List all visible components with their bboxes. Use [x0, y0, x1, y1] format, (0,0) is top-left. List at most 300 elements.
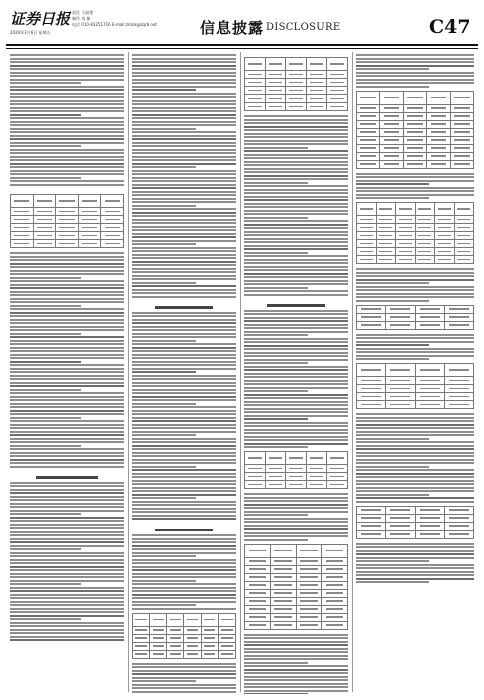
table-cell — [450, 144, 473, 152]
table-row — [133, 650, 236, 658]
table-cell — [286, 103, 307, 111]
cell-text — [153, 653, 164, 655]
text-line — [132, 89, 196, 91]
cell-text — [449, 533, 469, 535]
cell-text — [300, 616, 317, 618]
table-cell — [403, 91, 426, 104]
table-cell — [245, 557, 271, 565]
cell-text — [454, 155, 470, 157]
table-row — [357, 385, 474, 393]
cell-text — [269, 98, 283, 100]
cell-text — [135, 645, 146, 647]
cell-text — [399, 243, 412, 245]
text-line — [132, 424, 236, 426]
cell-text — [59, 219, 74, 221]
cell-text — [449, 324, 469, 326]
cell-text — [204, 629, 215, 631]
table-cell — [396, 232, 416, 240]
table-cell — [245, 58, 266, 71]
text-line — [132, 79, 236, 81]
table-cell — [396, 224, 416, 232]
table-cell — [150, 642, 167, 650]
table-cell — [415, 385, 444, 393]
text-line — [10, 82, 81, 84]
table-cell — [296, 573, 322, 581]
cell-text — [454, 163, 470, 165]
editor-line: 责任 王丽艳 — [72, 10, 94, 15]
text-line — [244, 683, 348, 685]
text-line — [244, 248, 348, 250]
text-line — [10, 266, 124, 268]
text-line — [132, 538, 236, 540]
text-line — [132, 515, 236, 517]
header-rule-thick — [6, 44, 478, 46]
cell-text — [105, 219, 120, 221]
text-line — [132, 452, 236, 454]
text-column-3 — [244, 54, 348, 694]
text-line — [10, 79, 124, 81]
cell-text — [360, 115, 376, 117]
cell-text — [326, 560, 343, 562]
table-cell — [450, 160, 473, 168]
text-line — [132, 691, 236, 693]
table-row — [357, 530, 474, 538]
text-line — [356, 497, 474, 499]
table-cell — [450, 136, 473, 144]
text-line — [10, 72, 124, 74]
table-row — [11, 216, 124, 224]
table-cell — [245, 465, 266, 473]
text-line — [10, 319, 124, 321]
text-line — [356, 571, 474, 573]
text-line — [132, 135, 236, 137]
table-cell — [322, 581, 348, 589]
cell-text — [431, 107, 447, 109]
text-line — [10, 406, 124, 408]
table-cell — [386, 522, 415, 530]
text-line — [10, 280, 124, 282]
table-cell — [444, 377, 473, 385]
table-cell — [357, 91, 380, 104]
text-line — [132, 163, 236, 165]
text-line — [10, 322, 124, 324]
table-cell — [386, 305, 415, 313]
table-cell — [415, 240, 435, 248]
table-cell — [357, 401, 386, 409]
text-line — [132, 198, 236, 200]
table-cell — [415, 364, 444, 377]
text-line — [244, 171, 348, 173]
table-cell — [296, 589, 322, 597]
table-cell — [306, 87, 327, 95]
table-cell — [454, 256, 474, 264]
table-row — [357, 112, 474, 120]
table-cell — [357, 522, 386, 530]
table-cell — [444, 321, 473, 329]
text-line — [132, 389, 236, 391]
text-line — [132, 261, 236, 263]
text-line — [244, 220, 348, 222]
text-line — [132, 466, 196, 468]
text-line — [244, 415, 348, 417]
text-line — [244, 245, 348, 247]
table-cell — [357, 136, 380, 144]
text-line — [10, 489, 124, 491]
text-line — [132, 271, 236, 273]
text-line — [356, 553, 474, 555]
text-line — [244, 373, 348, 375]
cell-text — [390, 308, 410, 310]
table-cell — [265, 58, 286, 71]
cell-text — [399, 259, 412, 261]
cell-text — [390, 509, 410, 511]
table-row — [357, 305, 474, 313]
table-row — [245, 544, 348, 557]
text-line — [244, 436, 348, 438]
text-line — [244, 290, 348, 292]
table-cell — [386, 385, 415, 393]
cell-text — [289, 74, 303, 76]
text-line — [244, 199, 348, 201]
cell-text — [384, 123, 400, 125]
cell-text — [454, 107, 470, 109]
text-line — [10, 417, 81, 419]
text-line — [244, 119, 348, 121]
text-line — [356, 272, 474, 274]
text-line — [132, 229, 236, 231]
text-line — [10, 375, 124, 377]
cell-text — [249, 584, 266, 586]
text-line — [132, 219, 236, 221]
table-cell — [380, 112, 403, 120]
text-line — [244, 338, 348, 340]
column-divider — [128, 52, 129, 692]
text-line — [244, 227, 348, 229]
text-line — [10, 131, 124, 133]
table-cell — [245, 613, 271, 621]
table-cell — [415, 248, 435, 256]
text-line — [10, 392, 124, 394]
cell-text — [269, 106, 283, 108]
cell-text — [438, 219, 451, 221]
table-row — [11, 240, 124, 248]
cell-text — [420, 396, 440, 398]
cell-text — [449, 369, 469, 371]
page-number: C47 — [429, 16, 471, 38]
text-line — [356, 180, 474, 182]
text-line — [132, 604, 196, 606]
text-line — [356, 501, 474, 503]
text-line — [10, 524, 124, 526]
text-line — [132, 247, 236, 249]
table-cell — [396, 248, 416, 256]
text-line — [244, 359, 348, 361]
cell-text — [418, 259, 431, 261]
text-line — [10, 252, 124, 254]
table-cell — [265, 103, 286, 111]
text-line — [10, 625, 124, 627]
text-line — [132, 594, 236, 596]
text-line — [10, 413, 124, 415]
table-cell — [427, 152, 450, 160]
table-cell — [444, 506, 473, 514]
text-line — [132, 576, 236, 578]
cell-text — [274, 608, 291, 610]
text-line — [244, 175, 348, 177]
text-line — [10, 287, 124, 289]
text-line — [132, 184, 236, 186]
text-line — [244, 210, 348, 212]
text-line — [132, 403, 196, 405]
text-line — [244, 528, 348, 530]
text-line — [10, 326, 124, 328]
text-line — [356, 296, 474, 298]
table-row — [11, 195, 124, 208]
text-line — [10, 534, 124, 536]
text-line — [356, 187, 474, 189]
cell-text — [300, 608, 317, 610]
text-line — [356, 355, 474, 357]
text-line — [132, 340, 196, 342]
cell-text — [249, 592, 266, 594]
text-line — [132, 208, 236, 210]
cell-text — [249, 576, 266, 578]
text-line — [132, 180, 236, 182]
text-line — [10, 86, 124, 88]
cell-text — [249, 560, 266, 562]
text-line — [244, 662, 308, 664]
text-line — [132, 215, 236, 217]
text-line — [244, 669, 348, 671]
cell-text — [300, 568, 317, 570]
cell-text — [457, 243, 470, 245]
text-line — [10, 378, 124, 380]
text-line — [244, 651, 348, 653]
cell-text — [431, 131, 447, 133]
cell-text — [187, 629, 198, 631]
table-cell — [380, 160, 403, 168]
text-line — [10, 618, 81, 620]
cell-text — [449, 525, 469, 527]
text-line — [10, 65, 124, 67]
table-cell — [245, 71, 266, 79]
text-line — [10, 452, 124, 454]
text-line — [356, 420, 474, 422]
cell-text — [407, 155, 423, 157]
cell-text — [82, 243, 97, 245]
text-line — [132, 131, 236, 133]
table-cell — [56, 224, 79, 232]
text-line — [132, 490, 236, 492]
table-cell — [415, 321, 444, 329]
text-line — [132, 431, 236, 433]
text-line — [244, 320, 348, 322]
text-line — [132, 114, 236, 116]
text-line — [10, 277, 81, 279]
table-cell — [101, 224, 124, 232]
text-line — [244, 189, 348, 191]
text-line — [356, 289, 474, 291]
text-line — [10, 527, 124, 529]
text-line — [244, 206, 348, 208]
data-table — [244, 451, 348, 489]
cell-text — [326, 624, 343, 626]
table-row — [357, 393, 474, 401]
text-line — [10, 163, 124, 165]
table-cell — [357, 203, 377, 216]
cell-text — [326, 550, 343, 552]
text-line — [244, 231, 348, 233]
text-line — [10, 555, 124, 557]
table-cell — [322, 613, 348, 621]
table-cell — [380, 152, 403, 160]
table-cell — [376, 248, 396, 256]
text-line — [10, 124, 124, 126]
text-line — [10, 333, 81, 335]
table-cell — [357, 506, 386, 514]
cell-text — [310, 106, 324, 108]
table-cell — [11, 195, 34, 208]
text-line — [132, 296, 236, 298]
cell-text — [361, 509, 381, 511]
text-line — [244, 294, 348, 296]
text-line — [244, 380, 348, 382]
table-row — [245, 621, 348, 629]
data-table — [244, 57, 348, 111]
table-cell — [306, 79, 327, 87]
text-line — [132, 240, 236, 242]
table-cell — [322, 557, 348, 565]
text-line — [244, 168, 348, 170]
table-row — [357, 128, 474, 136]
text-line — [10, 308, 124, 310]
cell-text — [300, 576, 317, 578]
cell-text — [248, 476, 262, 478]
table-cell — [201, 650, 218, 658]
text-column-4 — [356, 54, 474, 694]
cell-text — [407, 107, 423, 109]
text-line — [244, 255, 348, 257]
table-row — [245, 79, 348, 87]
text-line — [10, 152, 124, 154]
text-line — [244, 324, 348, 326]
text-line — [132, 250, 236, 252]
text-line — [132, 445, 236, 447]
text-line — [132, 396, 236, 398]
table-cell — [450, 152, 473, 160]
table-cell — [357, 112, 380, 120]
text-line — [244, 641, 348, 643]
cell-text — [399, 208, 412, 210]
table-cell — [184, 642, 201, 650]
text-line — [244, 224, 348, 226]
text-line — [10, 298, 124, 300]
text-line — [244, 655, 348, 657]
text-line — [10, 96, 124, 98]
text-line — [132, 173, 236, 175]
text-line — [132, 61, 236, 63]
table-row — [245, 565, 348, 573]
cell-text — [269, 74, 283, 76]
table-cell — [435, 203, 455, 216]
table-cell — [403, 112, 426, 120]
cell-text — [37, 227, 52, 229]
section-title-english: DISCLOSURE — [266, 22, 341, 33]
cell-text — [269, 90, 283, 92]
text-line — [356, 560, 429, 562]
table-row — [357, 377, 474, 385]
producer-line: 制作 刘 雄 — [72, 16, 91, 21]
table-cell — [270, 544, 296, 557]
text-line — [132, 597, 236, 599]
cell-text — [37, 200, 52, 202]
cell-text — [274, 550, 291, 552]
text-line — [132, 541, 236, 543]
table-cell — [454, 240, 474, 248]
data-table — [356, 91, 474, 169]
text-line — [132, 406, 236, 408]
table-cell — [286, 79, 307, 87]
table-cell — [444, 401, 473, 409]
text-line — [356, 466, 429, 468]
table-cell — [270, 581, 296, 589]
text-line — [132, 399, 236, 401]
table-cell — [415, 313, 444, 321]
text-line — [244, 352, 348, 354]
text-line — [244, 331, 348, 333]
text-line — [132, 117, 236, 119]
text-column-2 — [132, 54, 236, 694]
text-line — [356, 197, 429, 199]
cell-text — [361, 388, 381, 390]
cell-text — [431, 123, 447, 125]
table-cell — [270, 557, 296, 565]
cell-text — [248, 82, 262, 84]
table-cell — [11, 224, 34, 232]
table-cell — [56, 208, 79, 216]
table-row — [245, 71, 348, 79]
text-line — [244, 539, 308, 541]
cell-text — [360, 163, 376, 165]
table-cell — [296, 581, 322, 589]
table-cell — [167, 634, 184, 642]
text-line — [356, 86, 429, 88]
text-line — [132, 243, 196, 245]
text-line — [10, 403, 124, 405]
cell-text — [438, 208, 451, 210]
text-line — [10, 531, 124, 533]
text-line — [244, 376, 348, 378]
cell-text — [379, 219, 392, 221]
cell-text — [14, 211, 29, 213]
cell-text — [289, 90, 303, 92]
cell-text — [204, 645, 215, 647]
table-cell — [357, 256, 377, 264]
table-cell — [11, 208, 34, 216]
text-line — [10, 399, 124, 401]
cell-text — [82, 211, 97, 213]
table-cell — [403, 128, 426, 136]
cell-text — [384, 163, 400, 165]
text-line — [244, 252, 308, 254]
masthead — [0, 0, 484, 46]
cell-text — [269, 484, 283, 486]
table-cell — [270, 621, 296, 629]
table-cell — [403, 160, 426, 168]
table-cell — [403, 120, 426, 128]
text-line — [10, 590, 124, 592]
text-line — [356, 82, 474, 84]
